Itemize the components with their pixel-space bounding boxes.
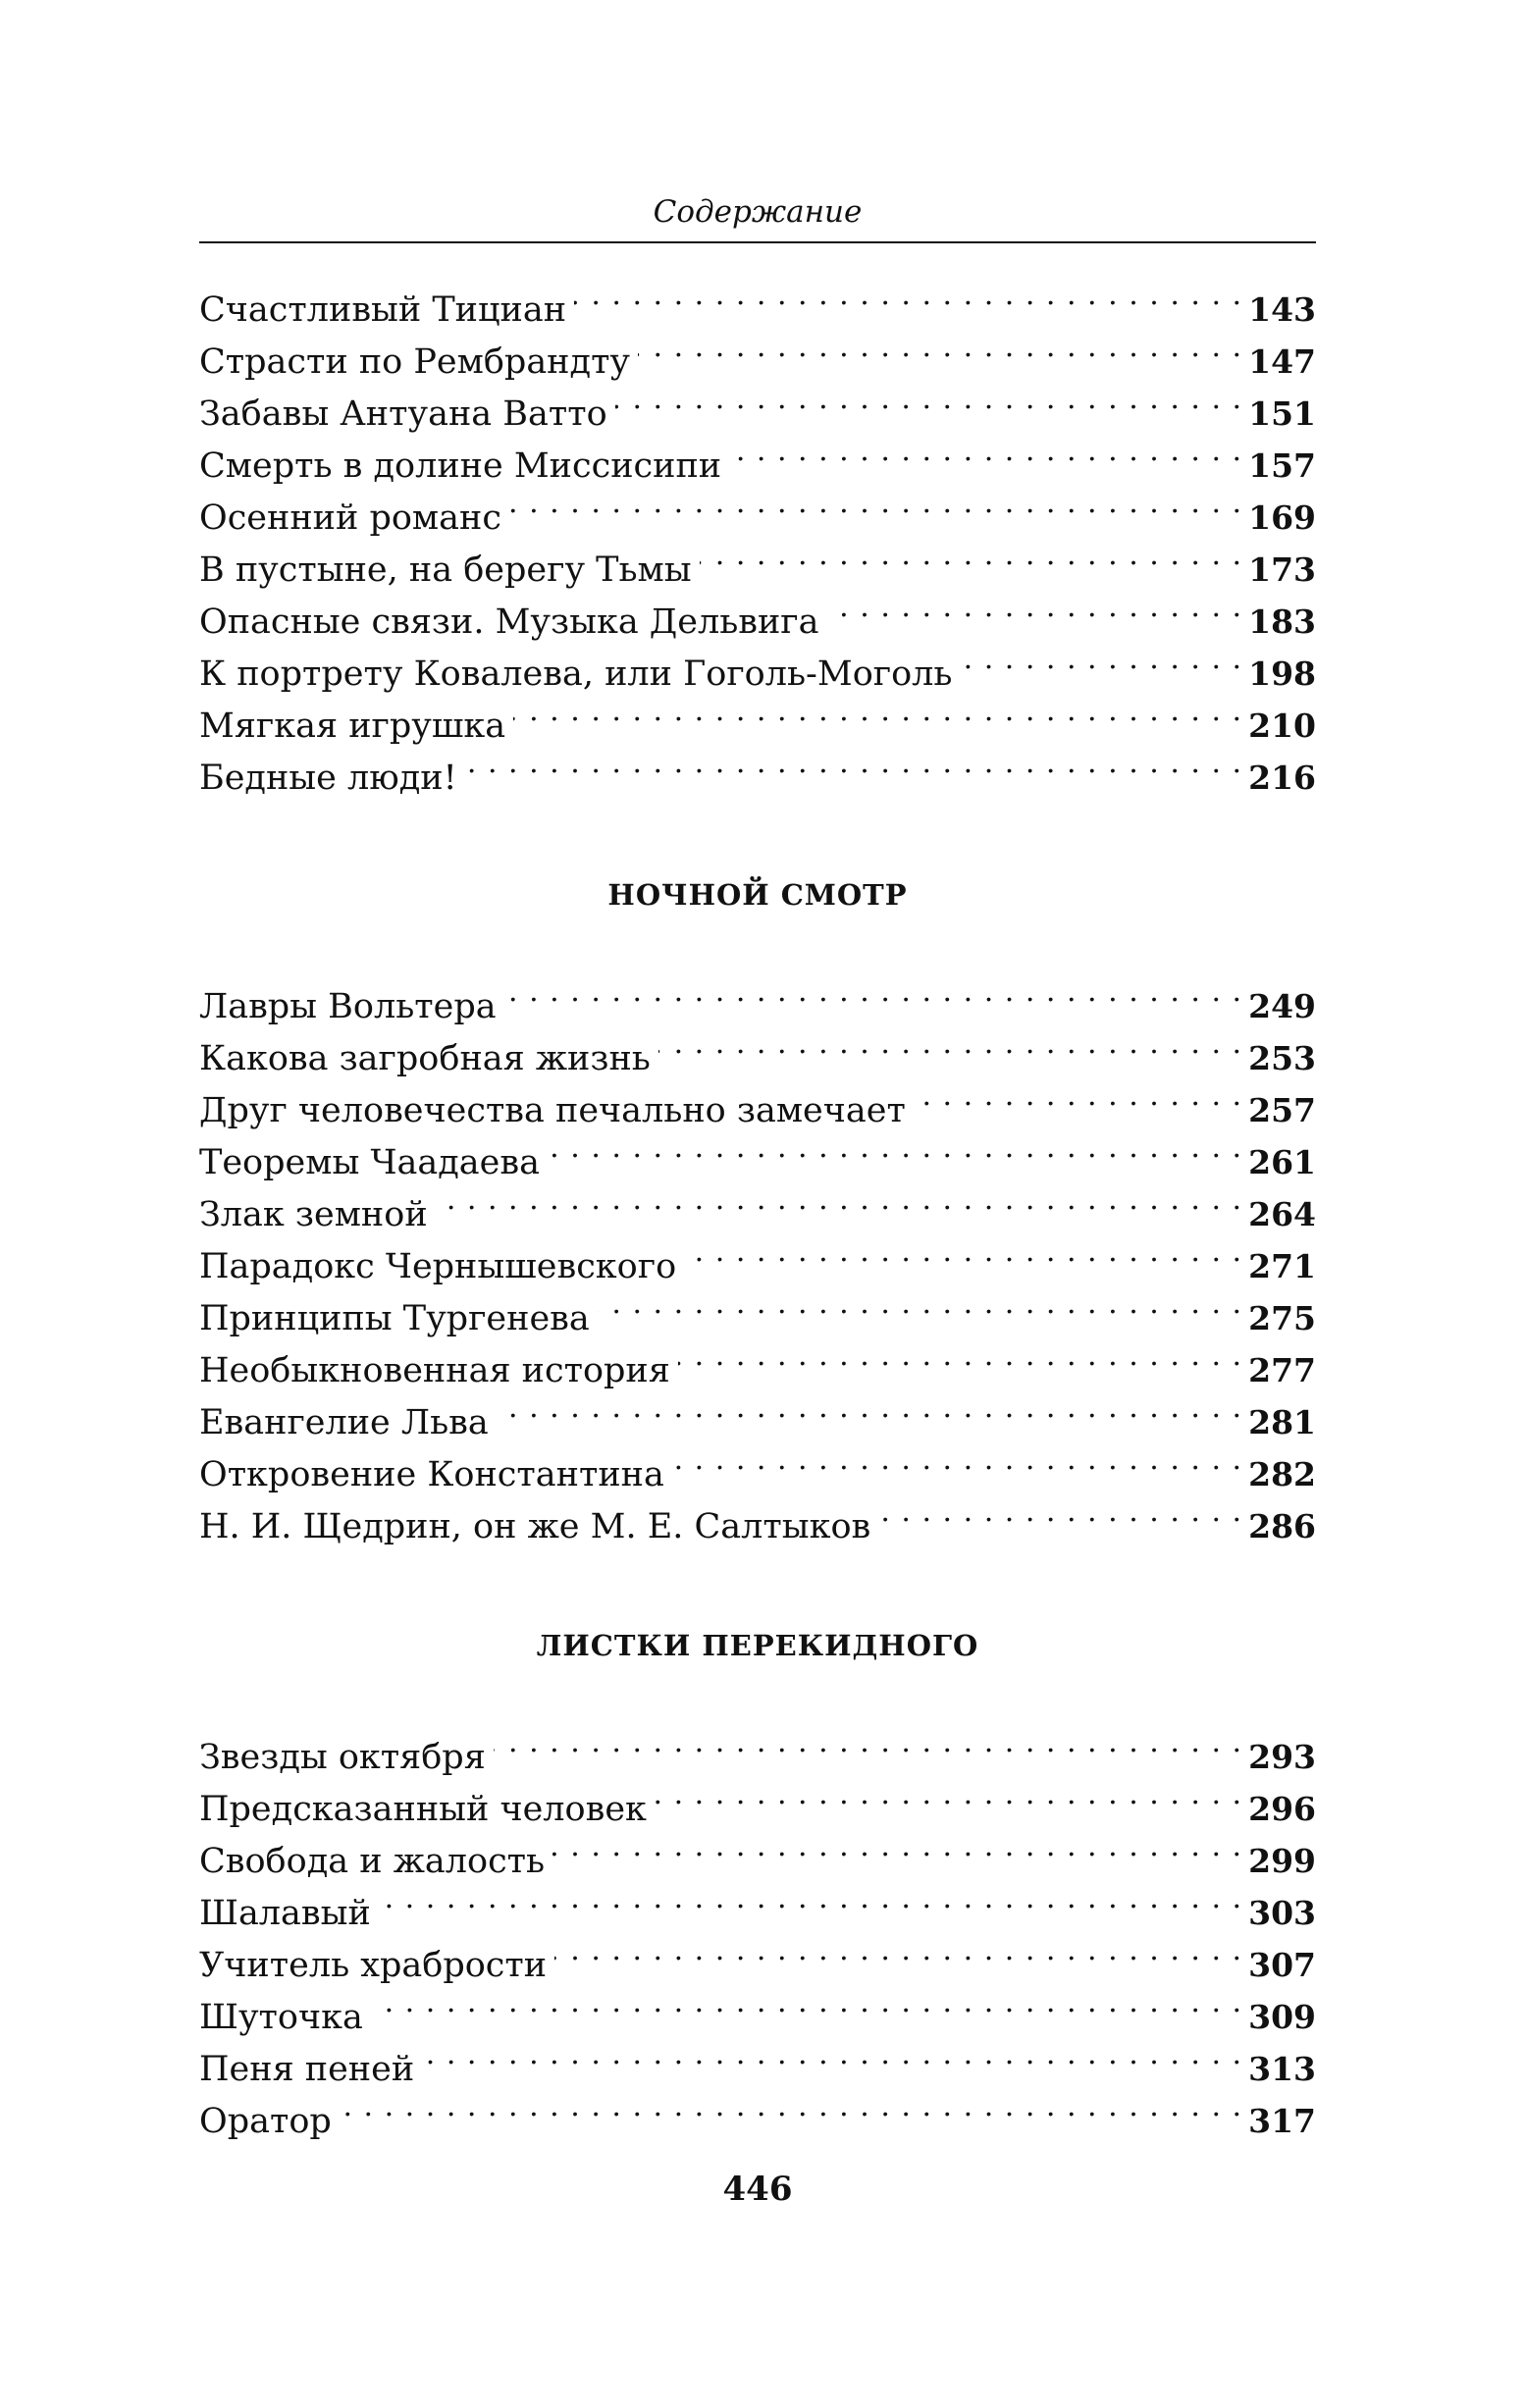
toc-entry — [199, 2080, 1316, 2141]
toc-entry-page: 299 — [1248, 1842, 1316, 1880]
toc-entry-page: 216 — [1248, 759, 1316, 797]
toc-entry-title: Счастливый Тициан — [199, 290, 567, 330]
toc-entry-title: Пеня пеней — [199, 2050, 415, 2089]
toc-entry-page: 157 — [1248, 446, 1316, 485]
toc-entry-title: Свобода и жалость — [199, 1842, 546, 1881]
toc-entry-page: 307 — [1248, 1946, 1316, 1984]
toc-entry-title: Опасные связи. Музыка Дельвига — [199, 602, 819, 642]
section-heading: ЛИСТКИ ПЕРЕКИДНОГО — [536, 1629, 979, 1662]
dot-leader — [494, 1716, 1242, 1768]
toc-entry-page: 286 — [1248, 1507, 1316, 1545]
toc-entry-title: В пустыне, на берегу Тьмы — [199, 550, 692, 590]
toc-entry-page: 198 — [1248, 654, 1316, 693]
toc-entry-title: Злак земной — [199, 1195, 428, 1234]
dot-leader — [379, 1872, 1242, 1924]
toc-entry-title: Забавы Антуана Ватто — [199, 394, 607, 434]
toc-entry-title: Откровение Константина — [199, 1455, 664, 1494]
toc-entry-title: Смерть в долине Миссисипи — [199, 446, 722, 486]
toc-entry-page: 309 — [1248, 1998, 1316, 2036]
toc-entry-title: Оратор — [199, 2102, 332, 2141]
toc-entry-title: Осенний романс — [199, 498, 501, 538]
toc-entry-title: Евангелие Льва — [199, 1403, 489, 1442]
dot-leader — [548, 1122, 1242, 1174]
toc-entry-page: 147 — [1248, 342, 1316, 381]
dot-leader — [638, 321, 1242, 373]
dot-leader — [914, 1070, 1242, 1122]
header-rule — [199, 241, 1316, 243]
dot-leader — [436, 1174, 1242, 1226]
toc-entry-page: 173 — [1248, 550, 1316, 589]
toc-entry-page: 264 — [1248, 1195, 1316, 1233]
toc-entry-title: Друг человечества печально замечает — [199, 1091, 906, 1130]
dot-leader — [340, 2080, 1242, 2132]
toc-entry-title: Мягкая игрушка — [199, 707, 506, 746]
dot-leader — [371, 1976, 1242, 2028]
toc-entry-title: К портрету Ковалева, или Гоголь-Моголь — [199, 654, 953, 694]
running-head: Содержание — [653, 194, 863, 230]
dot-leader — [465, 737, 1242, 789]
dot-leader — [672, 1434, 1242, 1486]
dot-leader — [615, 373, 1242, 425]
toc-entry-page: 249 — [1248, 987, 1316, 1025]
dot-leader — [678, 1330, 1242, 1382]
dot-leader — [504, 966, 1243, 1018]
toc-entry-page: 253 — [1248, 1039, 1316, 1077]
toc-entry-title: Н. И. Щедрин, он же М. Е. Салтыков — [199, 1507, 871, 1546]
toc-entry-page: 143 — [1248, 290, 1316, 329]
toc-entry-title: Какова загробная жизнь — [199, 1039, 651, 1078]
dot-leader — [598, 1278, 1242, 1330]
dot-leader — [552, 1820, 1242, 1872]
toc-list — [199, 1716, 1316, 2141]
dot-leader — [729, 425, 1242, 477]
toc-entry-title: Шуточка — [199, 1998, 363, 2037]
toc-entry-title: Необыкновенная история — [199, 1351, 670, 1390]
dot-leader — [960, 633, 1242, 685]
toc-entry-title: Теоремы Чаадаева — [199, 1143, 540, 1182]
toc-entry-page: 151 — [1248, 394, 1316, 433]
dot-leader — [513, 685, 1242, 737]
toc-entry-page: 169 — [1248, 498, 1316, 537]
toc-entry-title: Звезды октября — [199, 1738, 486, 1777]
toc-entry-page: 210 — [1248, 707, 1316, 745]
dot-leader — [658, 1018, 1242, 1070]
dot-leader — [554, 1924, 1242, 1976]
toc-entry-title: Страсти по Рембрандту — [199, 342, 631, 382]
toc-entry-page: 257 — [1248, 1091, 1316, 1129]
dot-leader — [827, 581, 1243, 633]
toc-entry — [199, 269, 1316, 330]
toc-entry-title: Принципы Тургенева — [199, 1299, 590, 1338]
toc-entry-page: 282 — [1248, 1455, 1316, 1493]
dot-leader — [497, 1382, 1242, 1434]
toc-entry-title: Лавры Вольтера — [199, 987, 497, 1026]
toc-entry-page: 261 — [1248, 1143, 1316, 1181]
toc-entry — [199, 966, 1316, 1026]
toc-entry-title: Предсказанный человек — [199, 1790, 647, 1829]
toc-entry-title: Парадокс Чернышевского — [199, 1247, 677, 1286]
dot-leader — [878, 1486, 1242, 1538]
dot-leader — [700, 529, 1242, 581]
toc-entry-page: 183 — [1248, 602, 1316, 641]
toc-entry-title: Бедные люди! — [199, 759, 457, 798]
toc-list — [199, 966, 1316, 1546]
toc-entry-title: Учитель храбрости — [199, 1946, 548, 1985]
toc-entry-page: 271 — [1248, 1247, 1316, 1285]
toc-entry-page: 296 — [1248, 1790, 1316, 1828]
dot-leader — [422, 2028, 1242, 2080]
dot-leader — [574, 269, 1242, 321]
section-heading: НОЧНОЙ СМОТР — [607, 878, 908, 912]
dot-leader — [509, 477, 1242, 529]
toc-entry-page: 317 — [1248, 2102, 1316, 2140]
toc-entry-page: 277 — [1248, 1351, 1316, 1389]
dot-leader — [684, 1226, 1242, 1278]
toc-entry-page: 303 — [1248, 1894, 1316, 1932]
dot-leader — [655, 1768, 1242, 1820]
toc-entry-page: 313 — [1248, 2050, 1316, 2088]
toc-entry — [199, 1716, 1316, 1777]
toc-list — [199, 269, 1316, 798]
page-number: 446 — [722, 2170, 793, 2209]
toc-entry-page: 275 — [1248, 1299, 1316, 1337]
toc-entry-page: 293 — [1248, 1738, 1316, 1776]
toc-entry-page: 281 — [1248, 1403, 1316, 1441]
toc-entry-title: Шалавый — [199, 1894, 371, 1933]
